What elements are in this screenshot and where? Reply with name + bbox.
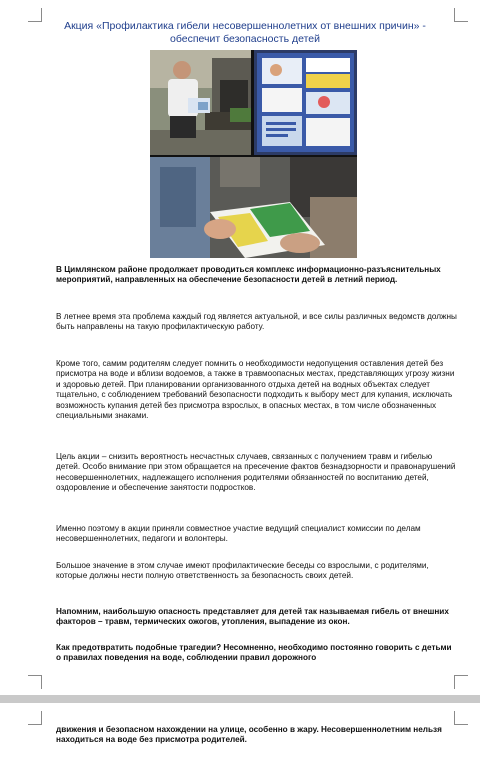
paragraph-6: Большое значение в этом случае имеют профилактические беседы со взрослыми, с родителями, которые должны нести полную ответственность за безопасность своих детей.: [56, 561, 429, 581]
photo-hands-with-booklet: [150, 157, 357, 258]
crop-mark-top-left: [28, 711, 42, 725]
crop-mark-bottom-left: [28, 675, 42, 689]
crop-mark-top-right: [454, 711, 468, 725]
paragraph-9: движения и безопасном нахождении на улице, особенно в жару. Несовершеннолетним нельзя находиться на воде без присмотра родителей.: [56, 725, 442, 745]
paragraph-7: Напомним, наибольшую опасность представляет для детей так называемая гибель от внешних факторов – травм, термических ожогов, утопления, выпадение из окон.: [56, 607, 449, 627]
paragraph-2: В летнее время эта проблема каждый год является актуальной, и все силы различных ведомств должны быть направлены на такую профилактическую работу.: [56, 312, 457, 332]
page-title: Акция «Профилактика гибели несовершеннолетних от внешних причин» - обеспечит безопасность детей: [64, 20, 426, 45]
photo-info-stand: [254, 50, 357, 155]
photo-collage: [150, 50, 357, 258]
crop-mark-bottom-right: [454, 675, 468, 689]
crop-mark-top-right: [454, 8, 468, 22]
paragraph-8: Как предотвратить подобные трагедии? Несомненно, необходимо постоянно говорить с детьми о правилах поведения на воде, соблюдении правил дорожного: [56, 643, 452, 663]
crop-mark-top-left: [28, 8, 42, 22]
document-page-2: [0, 703, 480, 761]
paragraph-4: Цель акции – снизить вероятность несчастных случаев, связанных с получением травм и гибелью детей. Особо внимание при этом обращается на пресечение фактов безнадзорности и правонарушений несовершеннолетних, надлежащего исполнения родителями обязанностей по воспитанию детей, оздоровление и обеспечение занятости подростков.: [56, 452, 456, 493]
paragraph-5: Именно поэтому в акции приняли совместное участие ведущий специалист комиссии по делам несовершеннолетних, педагоги и волонтеры.: [56, 524, 421, 544]
photo-man-with-leaflets: [150, 50, 251, 155]
paragraph-3: Кроме того, самим родителям следует помнить о необходимости недопущения оставления детей без присмотра на воде и вблизи водоемов, а также в травмоопасных местах, представляющих угрозу жизни и здоровью детей. При планировании организованного отдыха детей на водных объектах следует тщательно, с соблюдением требований безопасности подходить к выбору мест для купания, исключать возможность купания детей без присмотра взрослых, в опасных местах, в том числе обозначенных специальными знаками.: [56, 359, 455, 421]
paragraph-1: В Цимлянском районе продолжает проводиться комплекс информационно-разъяснительных мероприятий, направленных на обеспечение безопасности детей в летний период.: [56, 265, 441, 285]
